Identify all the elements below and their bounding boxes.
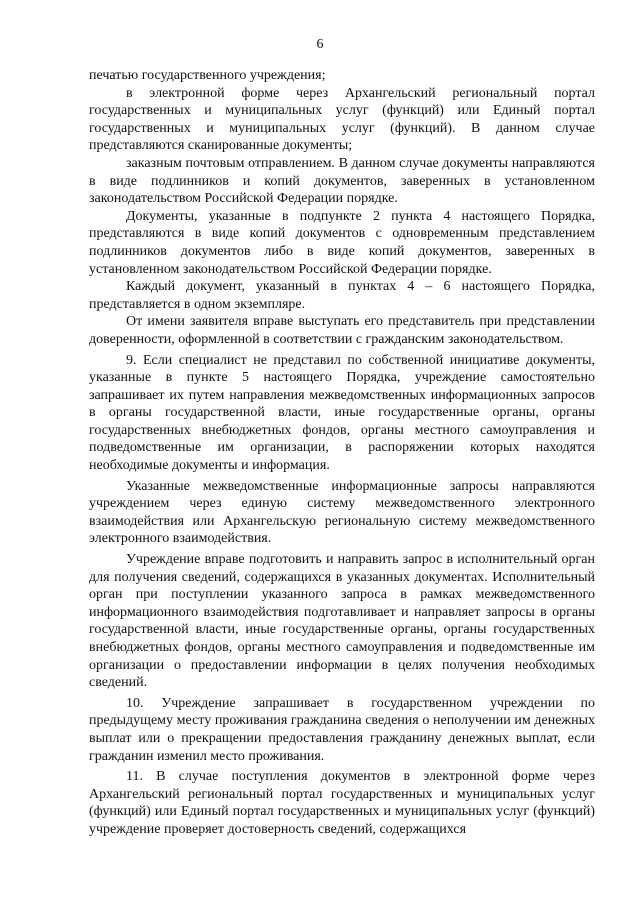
paragraph-interagency-requests: Указанные межведомственные информационные запросы направляются учреждением через единую систему межведомственного электронного взаимодействия или Архангельскую региональную систему межведомственного электронного взаимодействия. [89,478,595,547]
page-number: 6 [316,37,324,52]
paragraph-single-copy: Каждый документ, указанный в пунктах 4 – 6 настоящего Порядка, представляется в одном экземпляре. [89,279,595,312]
paragraph-item-11: 11. В случае поступления документов в электронной форме через Архангельский региональный портал государственных и муниципальных услуг (функций) или Единый портал государственных и муниципальных услуг (функций) учреждение проверяет достоверность сведений, содержащихся [89,769,595,837]
document-body [89,67,595,839]
paragraph-registered-mail: заказным почтовым отправлением. В данном случае документы направляются в виде подлинников и копий документов, заверенных в установленном законодательством Российской Федерации порядке. [89,155,595,207]
paragraph-item-9: 9. Если специалист не представил по собственной инициативе документы, указанные в пункте 5 настоящего Порядка, учреждение самостоятельно запрашивает их путем направления межведомственных информационных запросов в органы государственной власти, иные государственные органы, органы государственных внебюджетных фондов, органы местного самоуправления и подведомственные им организации, в распоряжении которых находятся необходимые документы и информация. [89,352,595,474]
paragraph-item-10: 10. Учреждение запрашивает в государственном учреждении по предыдущему месту проживания гражданина сведения о неполучении им денежных выплат или о прекращении предоставления гражданину денежных выплат, если гражданин изменил место проживания. [89,695,595,764]
paragraph-continuation: печатью государственного учреждения; [89,68,326,83]
paragraph-executive-body-request: Учреждение вправе подготовить и направить запрос в исполнительный орган для получения сведений, содержащихся в указанных документах. Исполнительный орган при поступлении указанного запроса в рамках межведомственного информационного взаимодействия подготавливает и направляет запросы в органы государственной власти, иные государственные органы, органы государственных внебюджетных фондов, органы местного самоуправления и подведомственные им организации о предоставлении информации в целях получения необходимых сведений. [89,552,595,691]
paragraph-representative: От имени заявителя вправе выступать его представитель при представлении доверенности, оформленной в соответствии с гражданским законодательством. [89,314,595,347]
paragraph-documents-copies: Документы, указанные в подпункте 2 пункта 4 настоящего Порядка, представляются в виде копий документов с одновременным представлением подлинников документов либо в виде копий документов, заверенных в установленном законодательством Российской Федерации порядке. [89,208,595,277]
paragraph-electronic-form: в электронной форме через Архангельский региональный портал государственных и муниципальных услуг (функций) или Единый портал государственных и муниципальных услуг (функций). В данном случае представляются сканированные документы; [89,85,595,154]
